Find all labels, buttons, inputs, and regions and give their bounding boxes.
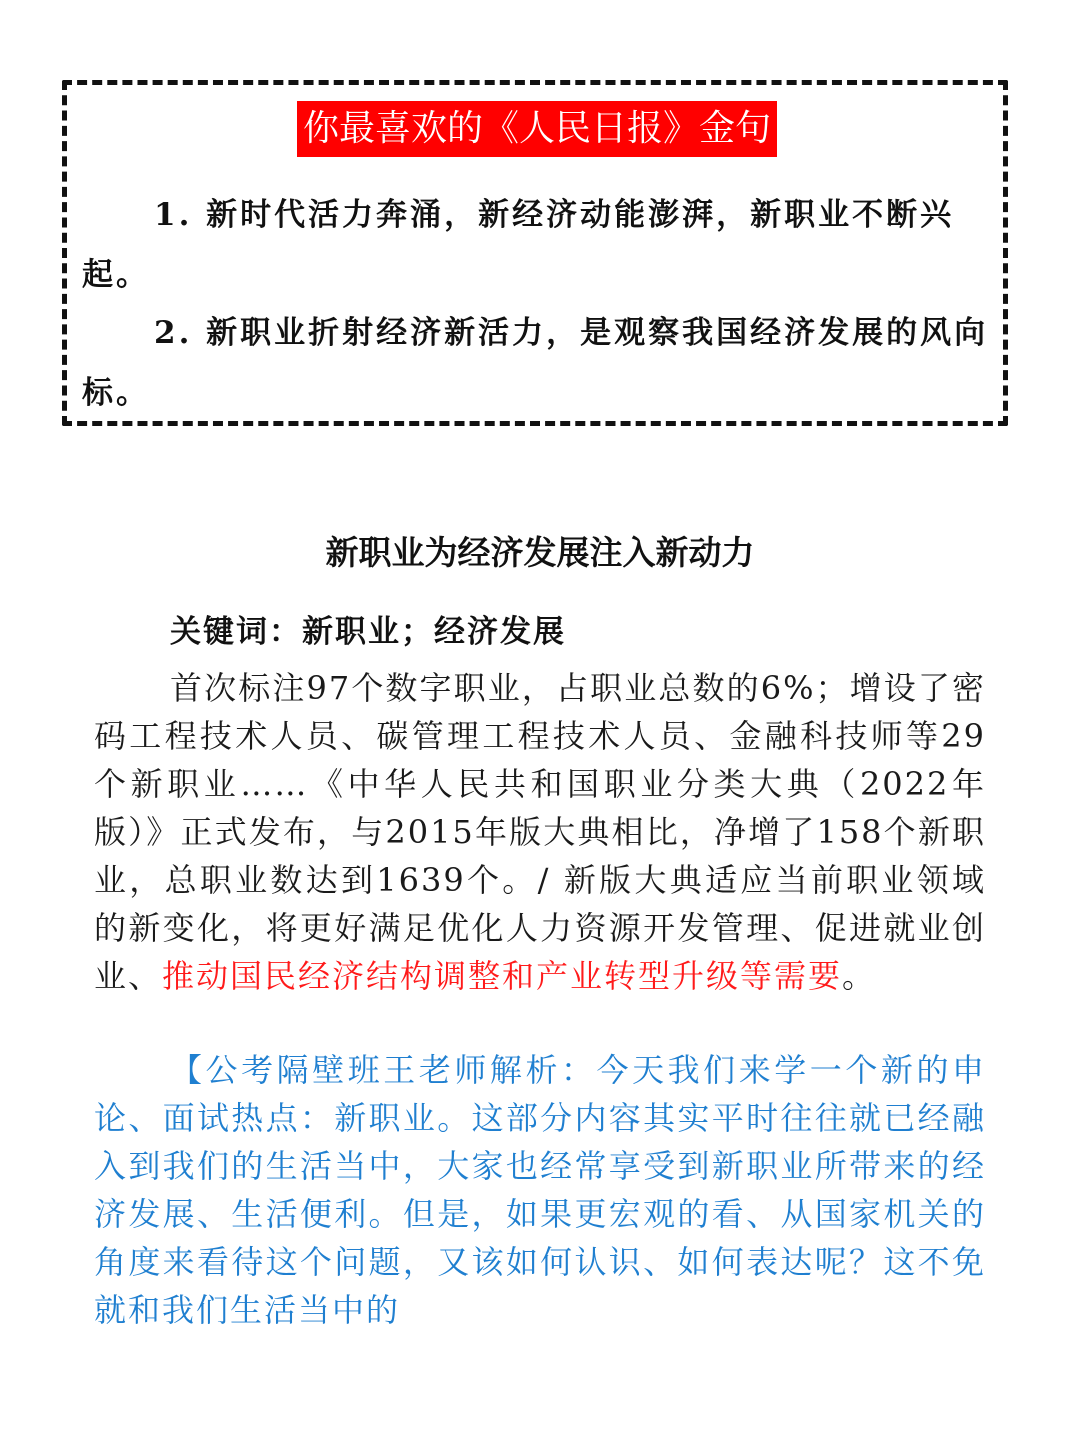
- main-paragraph: [94, 664, 986, 1000]
- main-paragraph-highlight: 推动国民经济结构调整和产业转型升级等需要: [162, 957, 843, 995]
- analysis-paragraph: 【公考隔壁班王老师解析：今天我们来学一个新的申论、面试热点：新职业。这部分内容其实平时往往就已经融入到我们的生活当中，大家也经常享受到新职业所带来的经济发展、生活便利。但是，如果更宏观的看、从国家机关的角度来看待这个问题，又该如何认识、如何表达呢？这不免就和我们生活当中的: [94, 1051, 986, 1329]
- keywords-line: 关键词：新职业；经济发展: [170, 614, 566, 650]
- quote-box-header: 你最喜欢的《人民日报》金句: [297, 101, 777, 157]
- quote-box: [62, 80, 1008, 426]
- quote-item-1: 1. 新时代活力奔涌，新经济动能澎湃，新职业不断兴起。: [82, 197, 955, 293]
- article-title: 新职业为经济发展注入新动力: [325, 533, 755, 572]
- quote-item-2: 2. 新职业折射经济新活力，是观察我国经济发展的风向标。: [82, 315, 989, 411]
- main-paragraph-text: 首次标注97个数字职业，占职业总数的6%；增设了密码工程技术人员、碳管理工程技术人员、金融科技师等29个新职业……《中华人民共和国职业分类大典（2022年版）》正式发布，与2015年版大典相比，净增了158个新职业，总职业数达到1639个。/ 新版大典适应当前职业领域的新变化，将更好满足优化人力资源开发管理、促进就业创业、: [94, 669, 986, 995]
- main-paragraph-end: 。: [842, 957, 877, 995]
